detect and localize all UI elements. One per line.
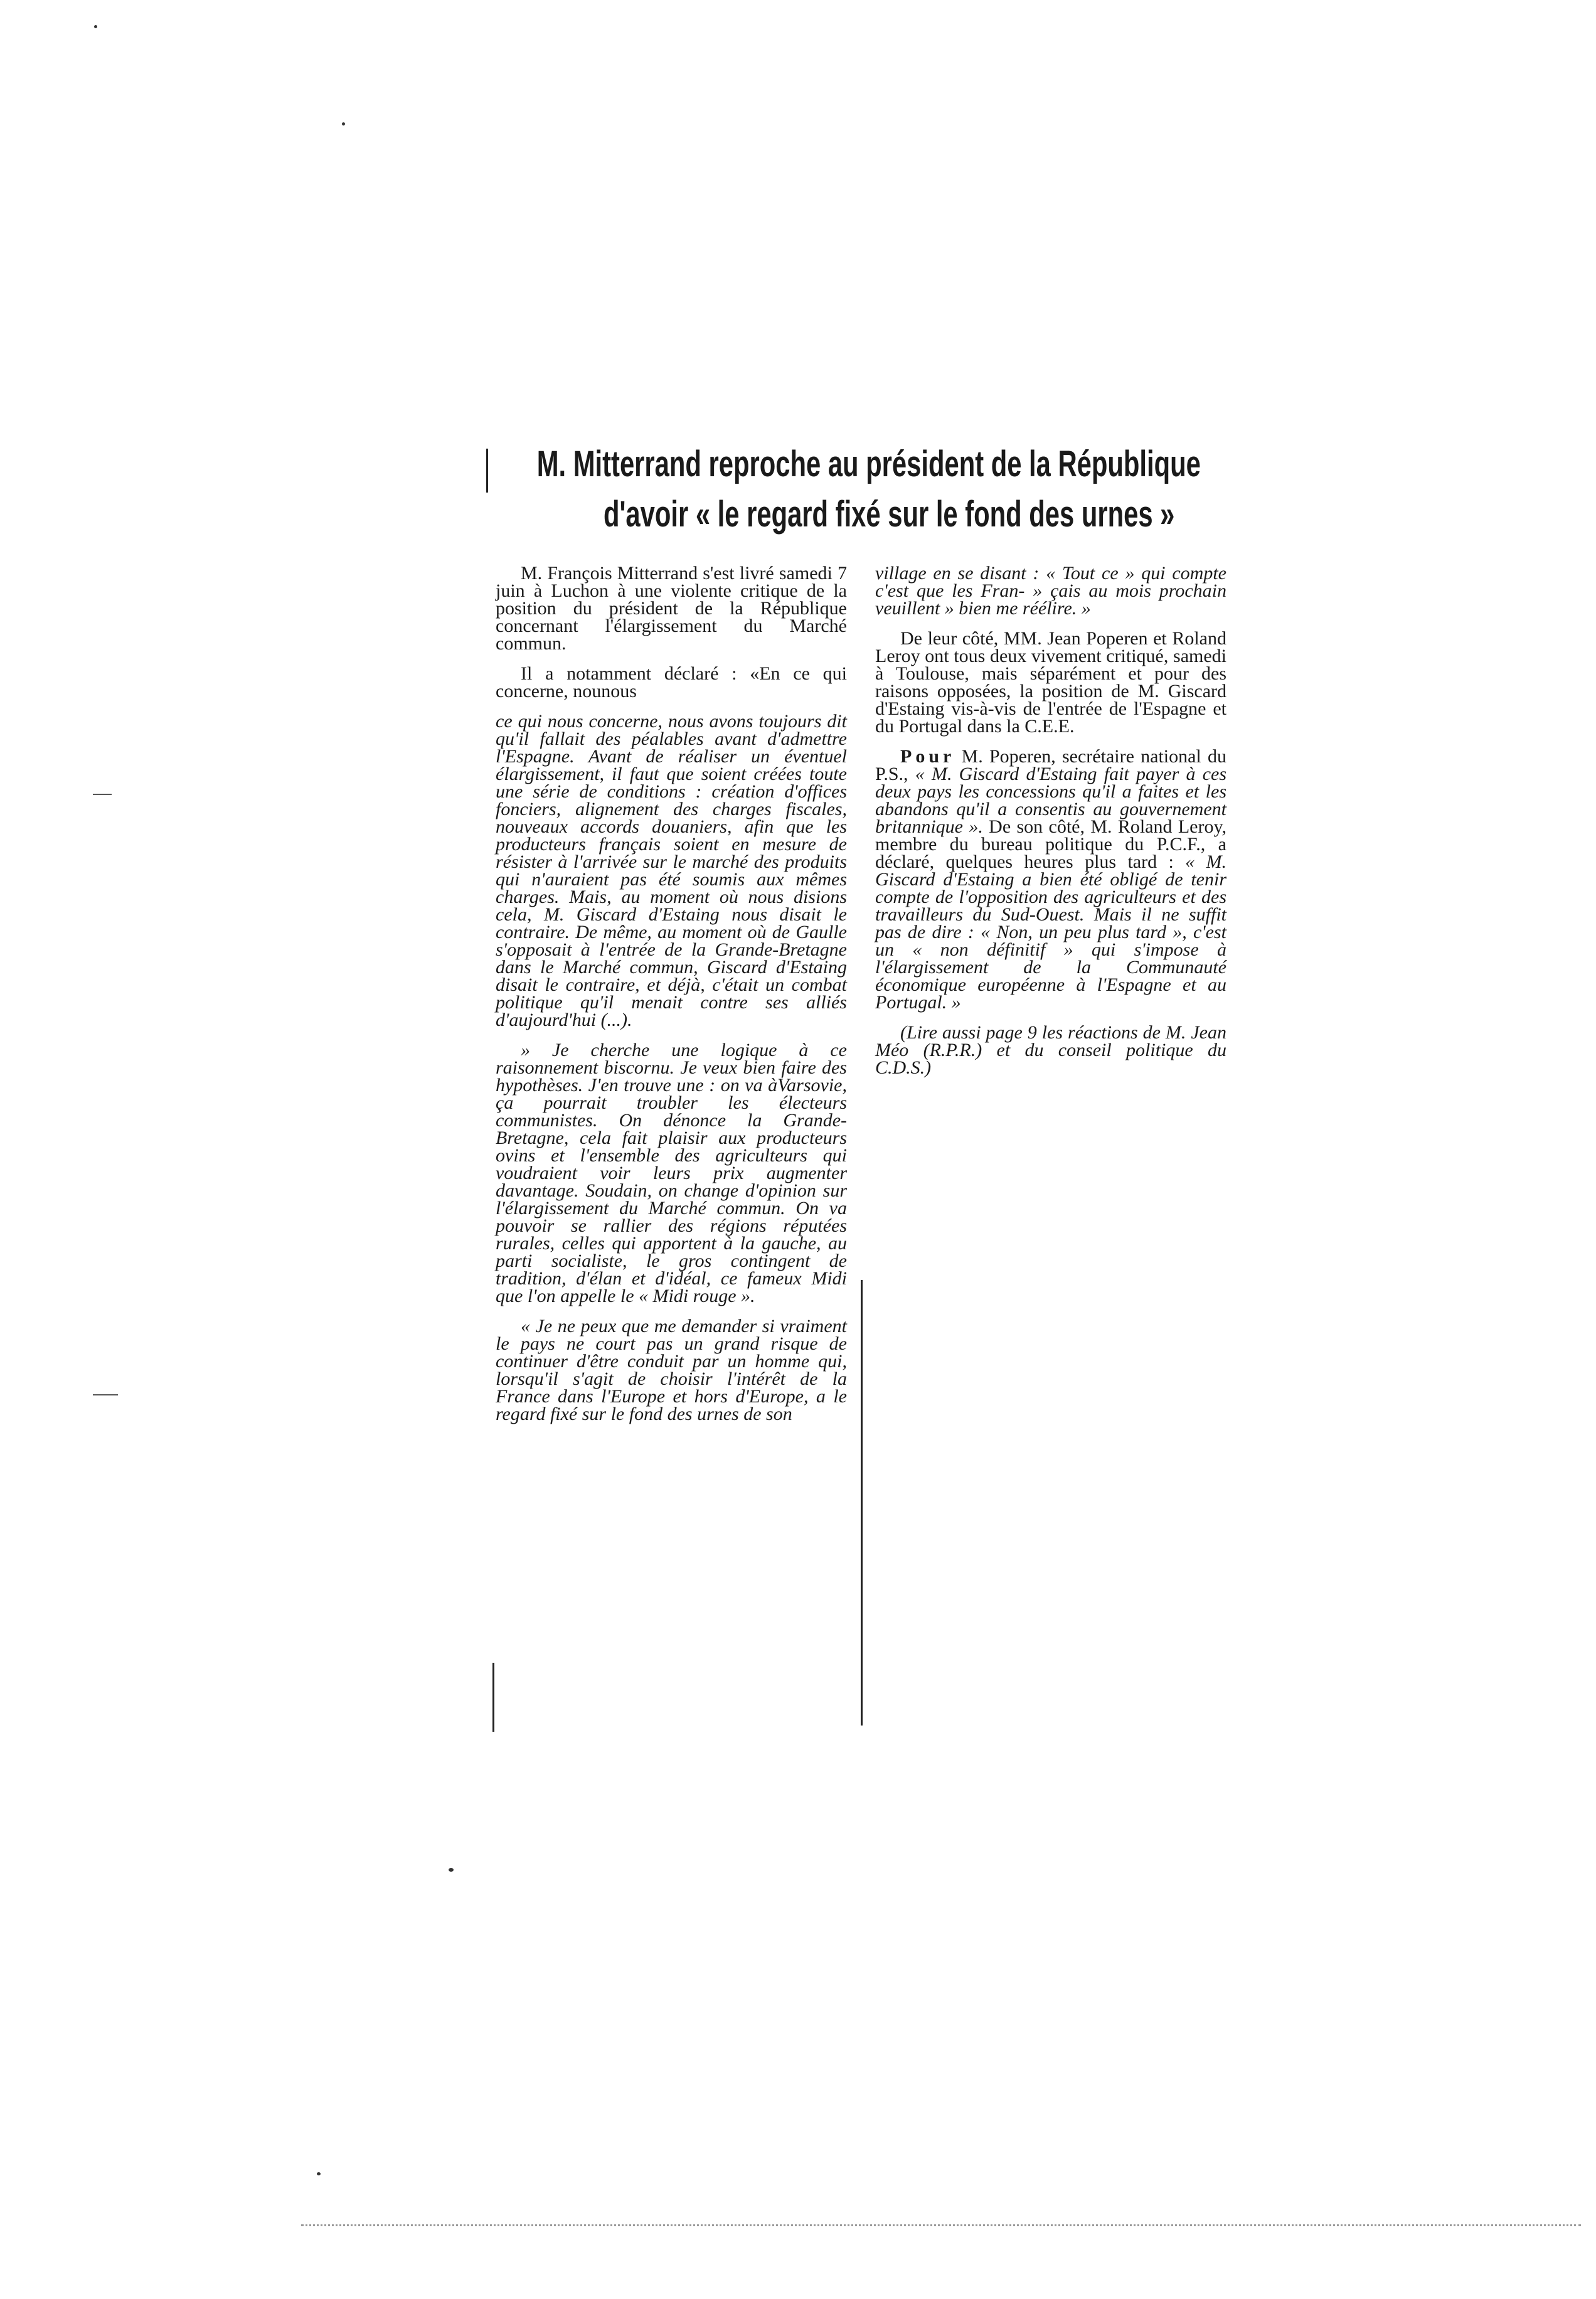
headline (489, 439, 1248, 540)
quote: « M. Giscard d'Estaing a bien été obligé de tenir compte de l'opposition des agriculteurs et des travailleurs du Sud-Ouest. Mais il ne suffit pas de dire : « Non, un peu plus tard », c'est un « non définitif » qui s'impose à l'élargissement de la Communauté économique européenne à l'Espagne et au Portugal. » (875, 851, 1226, 1013)
paragraph: M. François Mitterrand s'est livré samedi 7 juin à Luchon à une violente critique de la position du président de la République concernant l'élargissement du Marché commun. (496, 563, 847, 654)
paragraph: « Je ne peux que me demander si vraiment le pays ne court pas un grand risque de continuer d'être conduit par un homme qui, lorsqu'il s'agit de choisir l'intérêt de la France dans l'Europe et hors d'Europe, a le regard fixé sur le fond des urnes de son (496, 1316, 847, 1424)
scan-mark (93, 794, 112, 795)
scan-speck (317, 2172, 321, 2175)
scan-speck (94, 25, 97, 28)
column-divider (861, 1280, 863, 1726)
paragraph: (Lire aussi page 9 les réactions de M. Jean Méo (R.P.R.) et du conseil politique du C.D.S.) (875, 1022, 1226, 1078)
paragraph: De leur côté, MM. Jean Poperen et Roland Leroy ont tous deux vivement critiqué, samedi à Toulouse, mais séparément et pour des raisons opposées, la position de M. Giscard d'Estaing vis-à-vis de l'entrée de l'Espagne et du Portugal dans la C.E.E. (875, 628, 1226, 737)
column-divider (492, 1663, 494, 1732)
headline-line-1: M. Mitterrand reproche au président de la République (536, 444, 1201, 484)
paragraph (875, 748, 1226, 1011)
paragraph: village en se disant : « Tout ce » qui compte c'est que les Fran- » çais au mois prochain veuillent » bien me réélire. » (875, 563, 1226, 619)
scan-mark (93, 1394, 118, 1395)
quote: « M. Giscard d'Estaing fait payer à ces deux pays les concessions qu'il a faites et les abandons qu'il a consentis au gouvernement britannique ». (875, 764, 1226, 837)
lead-word: Pour (900, 746, 955, 767)
scan-speck (449, 1868, 454, 1872)
page-edge-rule (301, 2224, 1581, 2226)
paragraph: Il a notamment déclaré : «En ce qui concerne, nounous (496, 663, 847, 701)
headline-line-2: d'avoir « le regard fixé sur le fond des urnes » (603, 494, 1175, 535)
text: M. Poperen, secrétaire national du P.S., (875, 746, 1226, 784)
scan-speck (342, 122, 345, 125)
text: De son côté, M. Roland Leroy, membre du bureau politique du P.C.F., a déclaré, quelques heures plus tard : (875, 816, 1227, 872)
paragraph: » Je cherche une logique à ce raisonnement biscornu. Je veux bien faire des hypothèses. J'en trouve une : on va àVarsovie, ça pourrait troubler les électeurs communistes. On dénonce la Grande-Bretagne, cela fait plaisir aux producteurs ovins et l'ensemble des agriculteurs qui voudraient voir leurs prix augmenter davantage. Soudain, on change d'opinion sur l'élargissement du Marché commun. On va pouvoir se rallier des régions réputées rurales, celles qui apportent à la gauche, au parti socialiste, le gros contingent de tradition, d'élan et d'idéal, ce fameux Midi que l'on appelle le « Midi rouge ». (496, 1040, 847, 1306)
paragraph: ce qui nous concerne, nous avons toujours dit qu'il fallait des péalables avant d'admettre l'Espagne. Avant de réaliser un éventuel élargissement, il faut que soient créées toute une série de conditions : création d'offices fonciers, alignement des charges fiscales, nouveaux accords douaniers, afin que les producteurs français soient en mesure de résister à l'arrivée sur le marché des produits qui n'auraient pas été soumis aux mêmes charges. Mais, au moment où nous disions cela, M. Giscard d'Estaing nous disait le contraire. De même, au moment où de Gaulle s'opposait à l'entrée de la Grande-Bretagne dans le Marché commun, Giscard d'Estaing disait le contraire, et déjà, c'était un combat politique qu'il menait contre ses alliés d'aujourd'hui (...). (496, 711, 847, 1030)
headline-rule (486, 449, 488, 493)
article-column-2 (875, 565, 1226, 1089)
article-column-1 (496, 565, 847, 1436)
